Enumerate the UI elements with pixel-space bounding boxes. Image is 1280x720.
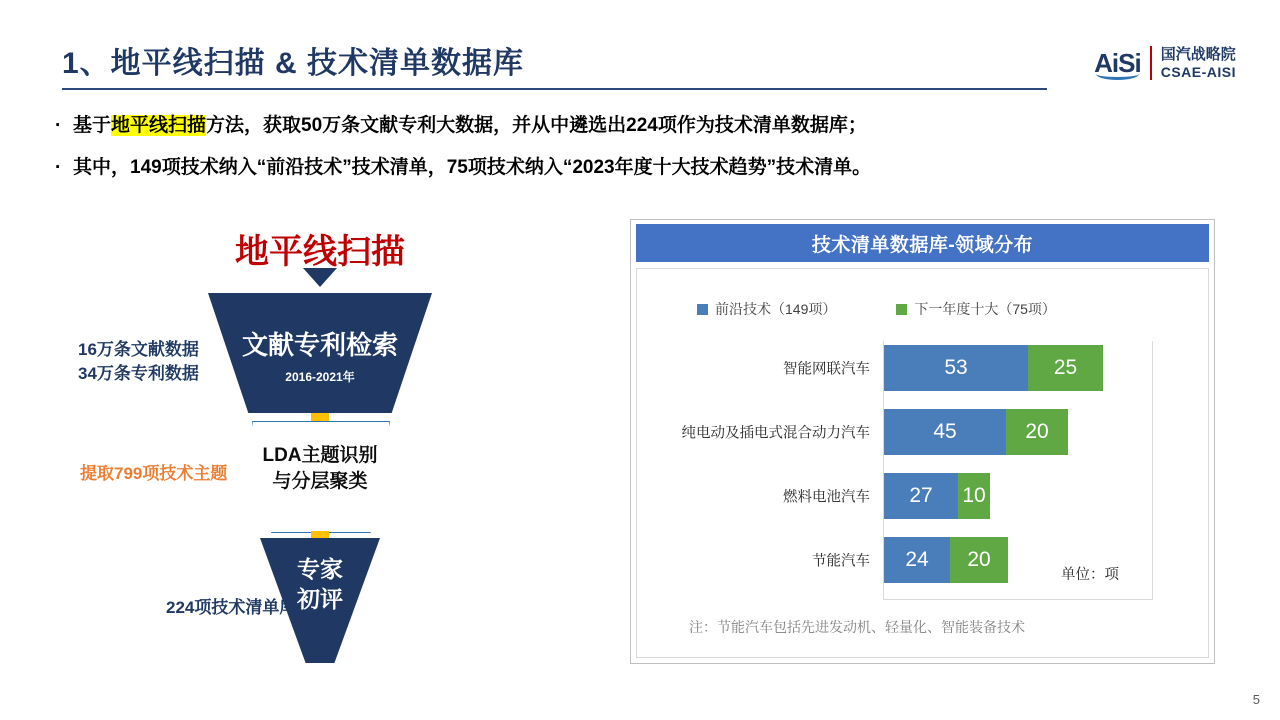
chart-unit-note: 单位：项 [1061,567,1119,583]
bullet-1-part-3: 方法，获取50万条文献专利大数据，并从中遴选出224项作为技术清单数据库； [206,115,867,136]
bullet-1-part-1: 基于 [73,115,112,136]
legend-label-series-1: 前沿技术（149项） [715,301,837,317]
logo-mark-text: AiSi [1094,48,1141,79]
funnel-side-label-1 [78,338,199,386]
funnel-stage-1-label [242,325,398,385]
funnel-side-1-line-1: 16万条文献数据 [78,340,199,359]
bar-row [637,473,1210,519]
bullet-list [55,112,1235,195]
legend-item-series-2 [896,299,1056,319]
legend-item-series-1 [697,299,836,319]
bar-chart [637,337,1210,607]
funnel-stage-2-line-2: 与分层聚类 [272,470,368,492]
bar-segment-series-2: 10 [958,473,990,519]
title-divider [62,88,1047,90]
bar-track-3 [884,473,990,519]
bar-segment-series-1: 45 [884,409,1006,455]
logo-mark [1094,48,1141,79]
legend-swatch-icon [697,304,708,315]
page-number: 5 [1252,692,1260,707]
chart-footnote: 注：节能汽车包括先进发动机、轻量化、智能装备技术 [689,619,1025,635]
bullet-marker: · [55,156,62,178]
bullet-text-2: 其中，149项技术纳入“前沿技术”技术清单，75项技术纳入“2023年度十大技术趋势”技术清单。 [73,156,872,178]
bar-segment-series-1: 24 [884,537,950,583]
logo-line-2: CSAE-AISI [1160,64,1236,80]
funnel-stage-2-label [262,443,377,494]
chart-legend [697,299,1056,319]
logo-text [1161,46,1236,81]
bullet-item-1 [55,112,1235,141]
legend-swatch-icon [896,304,907,315]
funnel-stage-3-label [297,555,343,615]
funnel-stage-3-line-2: 初评 [297,585,343,612]
bar-segment-series-1: 53 [884,345,1028,391]
organization-logo [1094,46,1236,81]
logo-swoosh-icon [1096,68,1139,80]
bar-segment-series-1: 27 [884,473,958,519]
legend-label-series-2: 下一年度十大（75项） [914,301,1056,317]
chart-title: 技术清单数据库-领域分布 [636,224,1209,262]
funnel-title: 地平线扫描 [235,233,405,271]
bullet-marker: · [55,115,62,136]
funnel-stage-1-sub: 2016-2021年 [285,370,355,384]
logo-divider [1150,46,1152,80]
bar-row [637,345,1210,391]
bar-row [637,409,1210,455]
funnel-side-1-line-2: 34万条专利数据 [78,363,199,383]
down-arrow-icon [303,268,337,287]
bar-segment-series-2: 20 [950,537,1008,583]
x-axis-line [883,599,1153,600]
bar-track-4 [884,537,1008,583]
bullet-item-2 [55,154,1235,183]
funnel-stage-3-line-1: 专家 [297,556,343,582]
bar-segment-series-2: 25 [1028,345,1103,391]
funnel-diagram [30,210,610,680]
bullet-text-1 [73,112,867,141]
funnel-stage-2-line-1: LDA主题识别 [262,445,378,466]
category-label-1: 智能网联汽车 [783,361,870,378]
bar-row [637,537,1210,583]
funnel-stage-1-main: 文献专利检索 [241,330,399,360]
funnel-side-label-3: 224项技术清单库 [166,598,297,617]
category-label-3: 燃料电池汽车 [783,489,870,506]
bar-track-2 [884,409,1068,455]
page-title: 1、地平线扫描 & 技术清单数据库 [62,47,525,80]
funnel-side-label-2: 提取799项技术主题 [80,464,228,483]
category-label-2: 纯电动及插电式混合动力汽车 [681,425,870,442]
category-label-4: 节能汽车 [812,553,870,570]
bullet-1-highlight: 地平线扫描 [111,115,207,136]
bar-segment-series-2: 20 [1006,409,1068,455]
logo-line-1: 国汽战略院 [1160,46,1236,63]
bar-track-1 [884,345,1103,391]
chart-plot-area [636,268,1209,658]
